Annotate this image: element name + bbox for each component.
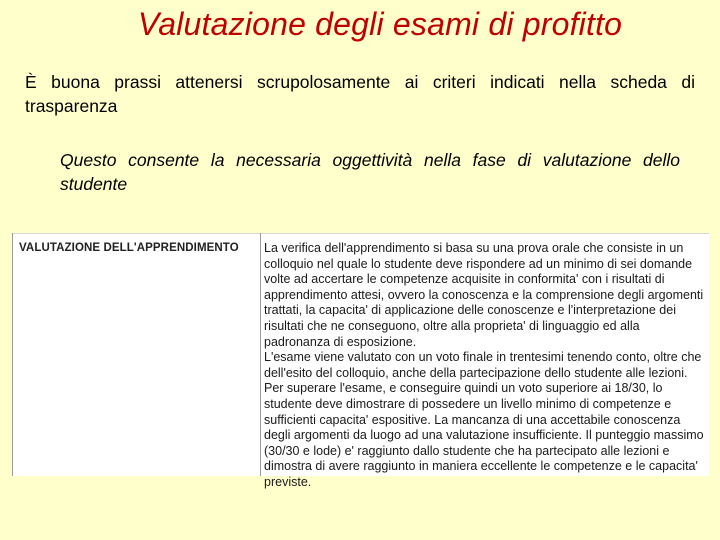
description-line: studente deve dimostrare di possedere un livello minimo di competenze e [264, 396, 672, 411]
description-line: volte ad accertare le competenze acquisite in conformita' con i risultati di [264, 272, 665, 287]
italic-paragraph: Questo consente la necessaria oggettività nella fase di valutazione dello studente [60, 150, 680, 194]
description-line: apprendimento attesi, ovvero la conoscenza e la comprensione degli argomenti [264, 287, 704, 302]
description-line: sufficienti capacita' espositive. La mancanza di una accettabile conoscenza [264, 412, 681, 427]
description-line: degli argomenti da luogo ad una valutazione insufficiente. Il punteggio massimo [264, 428, 704, 443]
description-line: L'esame viene valutato con un voto finale in trentesimi tenendo conto, oltre che [264, 350, 702, 365]
slide-title: Valutazione degli esami di profitto [137, 6, 623, 42]
table-column-divider [260, 233, 261, 476]
description-line: colloquio nel quale lo studente deve rispondere ad un minimo di sei domande [264, 256, 693, 271]
description-line: dell'esito del colloquio, anche della partecipazione dello studente alle lezioni. [264, 365, 688, 380]
table-description-text [264, 241, 704, 491]
description-line: trattati, la capacita' di applicazione delle conoscenze e l'interpretazione dei [264, 303, 676, 318]
description-line: Per superare l'esame, e conseguire quindi un voto superiore ai 18/30, lo [264, 381, 663, 396]
table-left-label: VALUTAZIONE DELL'APPRENDIMENTO [19, 242, 239, 254]
description-line: padronanza di esposizione. [264, 334, 417, 349]
table-top-border [13, 233, 709, 234]
assessment-table-image [12, 233, 709, 489]
description-line: La verifica dell'apprendimento si basa su una prova orale che consiste in un [264, 241, 684, 255]
description-line: (30/30 e lode) e' raggiunto dallo studente che ha partecipato alle lezioni e [264, 443, 670, 458]
description-line: dimostra di avere raggiunto in maniera eccellente le competenze e le capacita' [264, 459, 698, 474]
intro-paragraph: È buona prassi attenersi scrupolosamente ai criteri indicati nella scheda di trasparenza [25, 72, 695, 116]
description-line: previste. [264, 474, 312, 489]
description-line: risultati che ne conseguono, oltre alla proprieta' di linguaggio ed alla [264, 318, 640, 333]
